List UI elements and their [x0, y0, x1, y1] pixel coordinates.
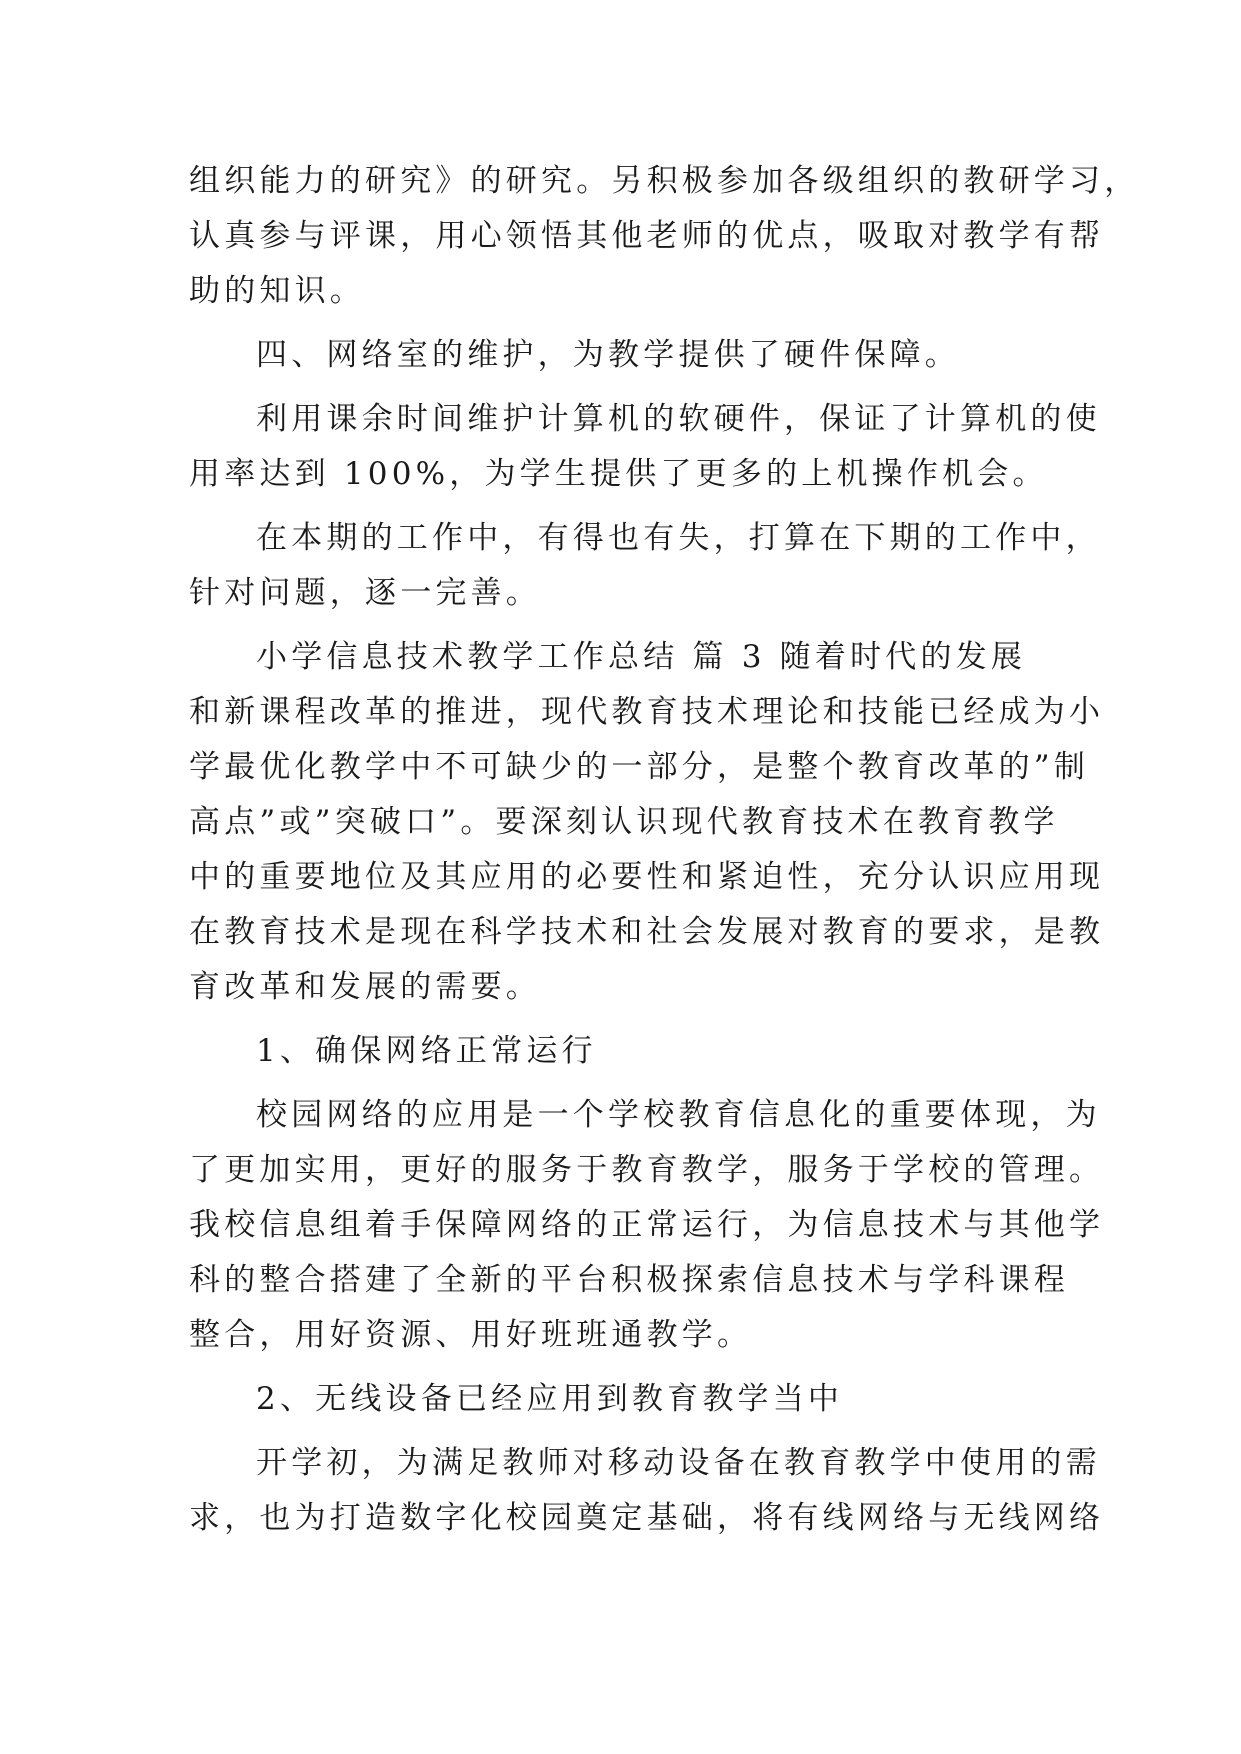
text-line: 开学初，为满足教师对移动设备在教育教学中使用的需 [256, 1445, 1101, 1481]
text-line: 和新课程改革的推进，现代教育技术理论和技能已经成为小 [189, 694, 1105, 730]
text-line: 认真参与评课，用心领悟其他老师的优点，吸取对教学有帮 [189, 218, 1105, 254]
text-line: 高点”或”突破口”。要深刻认识现代教育技术在教育教学 [189, 804, 1059, 840]
text-line: 小学信息技术教学工作总结 篇 3 随着时代的发展 [256, 639, 1027, 675]
text-line: 四、网络室的维护，为教学提供了硬件保障。 [256, 337, 960, 373]
text-line: 中的重要地位及其应用的必要性和紧迫性，充分认识应用现 [189, 859, 1105, 895]
text-line: 用率达到 100%，为学生提供了更多的上机操作机会。 [189, 456, 1048, 492]
text-line: 学最优化教学中不可缺少的一部分，是整个教育改革的”制 [189, 749, 1090, 785]
text-line: 助的知识。 [189, 273, 365, 309]
text-line: 育改革和发展的需要。 [189, 969, 541, 1005]
text-line: 科的整合搭建了全新的平台积极探索信息技术与学科课程 [189, 1262, 1069, 1298]
text-line: 了更加实用，更好的服务于教育教学，服务于学校的管理。 [189, 1152, 1105, 1188]
text-line: 在教育技术是现在科学技术和社会发展对教育的要求，是教 [189, 914, 1105, 950]
text-line: 校园网络的应用是一个学校教育信息化的重要体现，为 [256, 1097, 1101, 1133]
text-line: 整合，用好资源、用好班班通教学。 [189, 1317, 753, 1353]
text-line: 针对问题，逐一完善。 [189, 575, 541, 611]
text-line: 1、确保网络正常运行 [256, 1033, 597, 1069]
text-line: 在本期的工作中，有得也有失，打算在下期的工作中， [256, 520, 1101, 556]
text-line: 我校信息组着手保障网络的正常运行，为信息技术与其他学 [189, 1207, 1105, 1243]
text-line: 利用课余时间维护计算机的软硬件，保证了计算机的使 [256, 401, 1101, 437]
text-line: 组织能力的研究》的研究。另积极参加各级组织的教研学习， [189, 163, 1140, 199]
text-line: 2、无线设备已经应用到教育教学当中 [256, 1381, 844, 1417]
text-line: 求，也为打造数字化校园奠定基础，将有线网络与无线网络 [189, 1500, 1105, 1536]
